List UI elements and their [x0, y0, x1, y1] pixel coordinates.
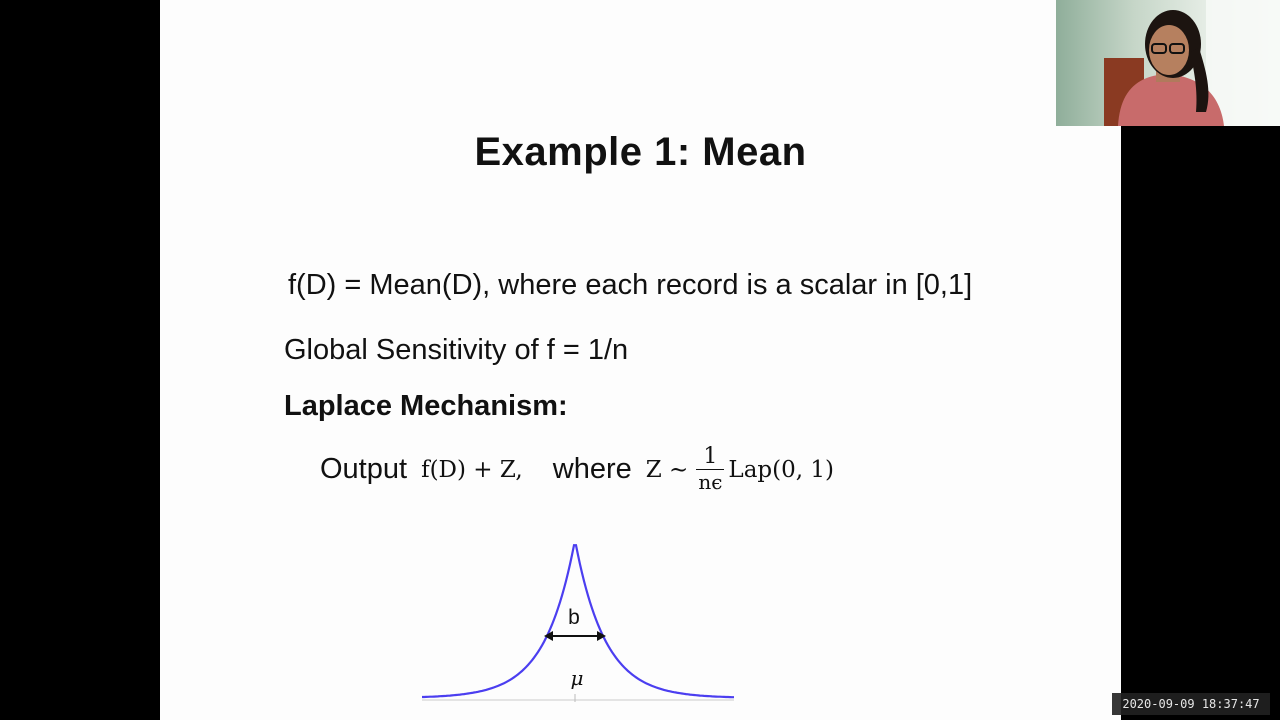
laplace-distribution: Lap(0, 1) — [728, 456, 834, 483]
where-label: where — [552, 453, 632, 485]
output-label: Output — [320, 453, 408, 485]
recording-timestamp: 2020-09-09 18:37:47 — [1112, 693, 1270, 715]
fraction-numerator: 1 — [703, 444, 718, 469]
z-distribution-symbol: Z ∼ — [645, 456, 689, 483]
scale-fraction — [696, 445, 724, 494]
output-formula-line — [320, 445, 834, 494]
definition-line: f(D) = Mean(D), where each record is a scalar in [0,1] — [288, 269, 973, 301]
laplace-heading: Laplace Mechanism: — [284, 390, 568, 422]
laplace-density-plot — [422, 530, 734, 705]
mean-label-mu: μ — [570, 666, 584, 690]
output-expression: f(D) + Z, — [421, 456, 523, 483]
webcam-presenter — [1056, 0, 1280, 126]
slide-title: Example 1: Mean — [474, 130, 807, 174]
webcam-video — [1056, 0, 1280, 126]
sensitivity-line: Global Sensitivity of f = 1/n — [284, 334, 629, 366]
width-label-b: b — [568, 606, 580, 629]
presentation-slide — [160, 0, 1121, 720]
fraction-denominator: nϵ — [698, 470, 723, 494]
